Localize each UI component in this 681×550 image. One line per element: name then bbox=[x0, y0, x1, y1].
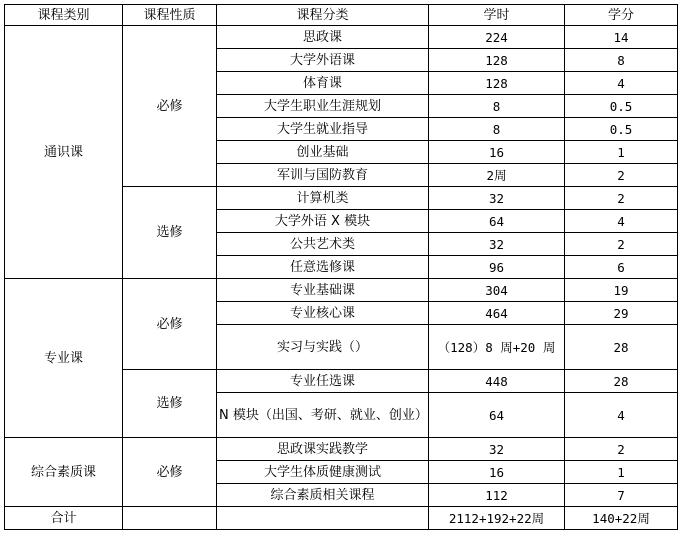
course-name: 专业基础课 bbox=[217, 279, 429, 302]
course-name: 创业基础 bbox=[217, 141, 429, 164]
course-credits: 29 bbox=[565, 302, 678, 325]
course-hours: 32 bbox=[429, 233, 565, 256]
header-credits: 学分 bbox=[565, 5, 678, 26]
course-name: 专业任选课 bbox=[217, 370, 429, 393]
total-row bbox=[5, 507, 678, 530]
course-name: 大学生就业指导 bbox=[217, 118, 429, 141]
course-hours: 304 bbox=[429, 279, 565, 302]
header-category: 课程类别 bbox=[5, 5, 123, 26]
course-credits: 6 bbox=[565, 256, 678, 279]
course-hours: 448 bbox=[429, 370, 565, 393]
course-hours: 32 bbox=[429, 438, 565, 461]
course-credits: 19 bbox=[565, 279, 678, 302]
course-hours: 16 bbox=[429, 461, 565, 484]
course-name: 综合素质相关课程 bbox=[217, 484, 429, 507]
course-name: 思政课 bbox=[217, 26, 429, 49]
course-hours: 16 bbox=[429, 141, 565, 164]
table-row bbox=[5, 279, 678, 302]
course-hours: 32 bbox=[429, 187, 565, 210]
course-hours: （128）8 周+20 周 bbox=[429, 325, 565, 370]
nature-elective: 选修 bbox=[123, 187, 217, 279]
course-name: 实习与实践（） bbox=[217, 325, 429, 370]
course-credits: 28 bbox=[565, 370, 678, 393]
course-credits: 4 bbox=[565, 393, 678, 438]
nature-required: 必修 bbox=[123, 438, 217, 507]
course-hours: 128 bbox=[429, 72, 565, 95]
curriculum-table bbox=[4, 4, 678, 530]
course-name: 大学生职业生涯规划 bbox=[217, 95, 429, 118]
course-name: 公共艺术类 bbox=[217, 233, 429, 256]
course-hours: 64 bbox=[429, 210, 565, 233]
course-credits: 2 bbox=[565, 233, 678, 256]
category-major: 专业课 bbox=[5, 279, 123, 438]
course-name: 任意选修课 bbox=[217, 256, 429, 279]
course-name: 思政课实践教学 bbox=[217, 438, 429, 461]
course-hours: 8 bbox=[429, 95, 565, 118]
course-credits: 7 bbox=[565, 484, 678, 507]
course-hours: 224 bbox=[429, 26, 565, 49]
table-row bbox=[5, 438, 678, 461]
course-credits: 2 bbox=[565, 164, 678, 187]
category-general: 通识课 bbox=[5, 26, 123, 279]
course-name: 大学生体质健康测试 bbox=[217, 461, 429, 484]
course-name: 大学外语 X 模块 bbox=[217, 210, 429, 233]
course-hours: 128 bbox=[429, 49, 565, 72]
course-hours: 112 bbox=[429, 484, 565, 507]
course-hours: 96 bbox=[429, 256, 565, 279]
course-hours: 8 bbox=[429, 118, 565, 141]
header-row bbox=[5, 5, 678, 26]
total-hours: 2112+192+22周 bbox=[429, 507, 565, 530]
total-empty-nature bbox=[123, 507, 217, 530]
header-hours: 学时 bbox=[429, 5, 565, 26]
course-hours: 2周 bbox=[429, 164, 565, 187]
course-credits: 0.5 bbox=[565, 118, 678, 141]
course-credits: 14 bbox=[565, 26, 678, 49]
total-credits: 140+22周 bbox=[565, 507, 678, 530]
course-credits: 0.5 bbox=[565, 95, 678, 118]
header-nature: 课程性质 bbox=[123, 5, 217, 26]
course-credits: 2 bbox=[565, 187, 678, 210]
course-name: 体育课 bbox=[217, 72, 429, 95]
category-quality: 综合素质课 bbox=[5, 438, 123, 507]
header-classification: 课程分类 bbox=[217, 5, 429, 26]
course-credits: 2 bbox=[565, 438, 678, 461]
course-name: 大学外语课 bbox=[217, 49, 429, 72]
course-credits: 1 bbox=[565, 461, 678, 484]
course-name: N 模块（出国、考研、就业、创业） bbox=[217, 393, 429, 438]
course-name: 计算机类 bbox=[217, 187, 429, 210]
course-credits: 1 bbox=[565, 141, 678, 164]
course-credits: 4 bbox=[565, 210, 678, 233]
course-hours: 464 bbox=[429, 302, 565, 325]
nature-required: 必修 bbox=[123, 279, 217, 370]
course-name: 专业核心课 bbox=[217, 302, 429, 325]
course-hours: 64 bbox=[429, 393, 565, 438]
course-credits: 28 bbox=[565, 325, 678, 370]
course-credits: 8 bbox=[565, 49, 678, 72]
nature-required: 必修 bbox=[123, 26, 217, 187]
course-name: 军训与国防教育 bbox=[217, 164, 429, 187]
table-row bbox=[5, 26, 678, 49]
total-empty-classification bbox=[217, 507, 429, 530]
total-label: 合计 bbox=[5, 507, 123, 530]
nature-elective: 选修 bbox=[123, 370, 217, 438]
course-credits: 4 bbox=[565, 72, 678, 95]
